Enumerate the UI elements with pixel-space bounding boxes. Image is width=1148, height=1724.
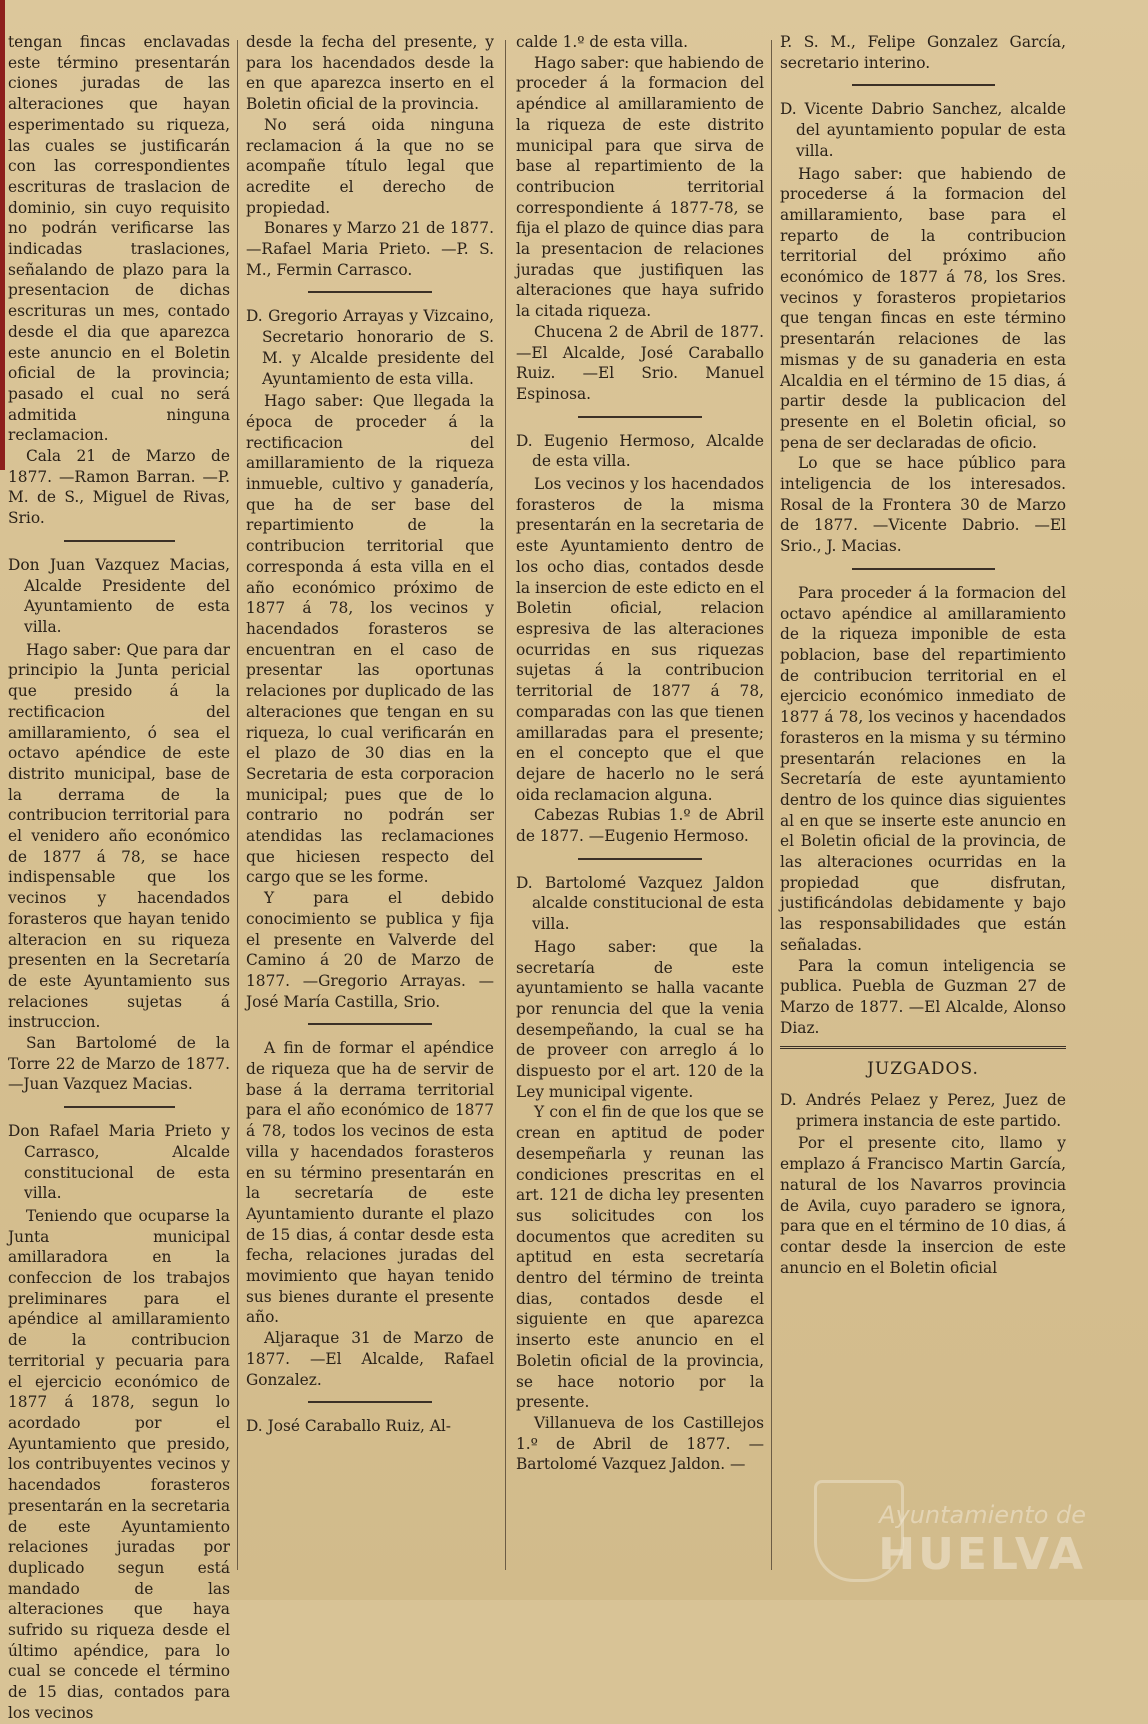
notice-body: calde 1.º de esta villa.: [516, 33, 689, 51]
notice-chucena-start: [246, 1416, 494, 1437]
notice-chucena: [516, 32, 764, 405]
notice-heading: D. José Caraballo Ruiz, Al-: [246, 1417, 451, 1436]
notice-body: Los vecinos y los hacendados forasteros de la misma presentarán en la secretaria de este Ayuntamiento dentro de los ocho dias, contados desde la insercion de este edicto en el Boletin oficial, relacion espresiva de las alteraciones ocurridas en sus riquezas sujetas á la contribucion territorial de 1877 á 78, comparadas con las que tienen amillaradas para el presente; en el concepto que el que dejare de hacerlo no le será oida reclamacion alguna.: [516, 475, 764, 804]
separator-rule: [516, 853, 764, 865]
notice-heading: D. Eugenio Hermoso, Alcalde de esta villa.: [516, 431, 764, 471]
notice-signature: Aljaraque 31 de Marzo de 1877. —El Alcalde, Rafael Gonzalez.: [246, 1329, 494, 1389]
notice-body: Por el presente cito, llamo y emplazo á Francisco Martin García, natural de los Navarros provincia de Avila, cuyo paradero se ignora, para que en el término de 10 dias, á contar desde la insercion de este anuncio en el Boletin oficial: [780, 1134, 1066, 1277]
notice-puebla: [780, 583, 1066, 1038]
notice-body: Hago saber: que la secretaría de este ayuntamiento se halla vacante por renuncia del que la venia desempeñando, la cual se ha de proveer con arreglo á lo dispuesto por el art. 120 de la Ley municipal vigente.: [516, 937, 764, 1101]
notice-body: desde la fecha del presente, y para los hacendados desde la en que aparezca inserto en el Boletin oficial de la provincia.: [246, 33, 494, 114]
notice-signature: Bonares y Marzo 21 de 1877. —Rafael Maria Prieto. —P. S. M., Fermin Carrasco.: [246, 219, 494, 279]
column-4: [780, 32, 1066, 1560]
notice-body: Hago saber: Que llegada la época de proceder á la rectificacion del amillaramiento de la riqueza inmueble, cultivo y ganadería, que ha de ser base del repartimiento de la contribucion territorial que corresponda á esta villa en el año económico próximo de 1877 á 78, los vecinos y hacendados forasteros se encuentran en el caso de presentar las oportunas relaciones por duplicado de las alteraciones que tengan en su riqueza, lo cual verificarán en el plazo de 30 dias en la Secretaria de esta corporacion municipal; pues que de lo contrario no podrán ser atendidas las reclamaciones que hiciesen respecto del cargo que se les forme.: [246, 392, 494, 887]
section-heading-juzgados: JUZGADOS.: [867, 1059, 979, 1080]
notice-heading: Don Juan Vazquez Macias, Alcalde Presidente del Ayuntamiento de esta villa.: [8, 555, 230, 636]
notice-heading: D. Andrés Pelaez y Perez, Juez de primera instancia de este partido.: [780, 1091, 1066, 1130]
notice-signature: Villanueva de los Castillejos 1.º de Abril de 1877. —Bartolomé Vazquez Jaldon. —: [516, 1414, 764, 1474]
notice-body: Hago saber: Que para dar principio la Junta pericial que presido á la rectificacion del amillaramiento, ó sea el octavo apéndice de este distrito municipal, base de la derrama de la contribucion territorial para el venidero año económico de 1877 á 78, se hace indispensable que los vecinos y hacendados forasteros que hayan tenido alteracion en su riqueza presenten en la Secretaría de este Ayuntamiento sus relaciones sujetas á instruccion.: [8, 640, 230, 1032]
notice-body: Teniendo que ocuparse la Junta municipal amillaradora en la confeccion de los trabajos preliminares para el apéndice al amillaramiento de la contribucion territorial y pecuaria para el ejercicio económico de 1877 á 1878, segun lo acordado por el Ayuntamiento que presido, los contribuyentes vecinos y hacendados forasteros presentarán en la secretaria de este Ayuntamiento relaciones juradas por duplicado segun está mandado de las alteraciones que haya sufrido su riqueza desde el último apéndice, para lo cual se concede el término de 15 dias, contados para los vecinos: [8, 1206, 230, 1722]
notice-juzgado: [780, 1090, 1066, 1278]
notice-signature: P. S. M., Felipe Gonzalez García, secretario interino.: [780, 33, 1066, 72]
column-3: [516, 32, 764, 1560]
notice-signature: Y para el debido conocimiento se publica y fija el presente en Valverde del Camino á 20 de Marzo de 1877. —Gregorio Arrayas. —José María Castilla, Srio.: [246, 889, 494, 1011]
separator-rule: [780, 79, 1066, 91]
watermark: [876, 1501, 1086, 1580]
notice-body: Y con el fin de que los que se crean en aptitud de poder desempeñarla y reunan las condiciones prescritas en el art. 121 de dicha ley presenten sus solicitudes con los documentos que acrediten su aptitud en esta secretaría dentro del término de treinta dias, contados desde el siguiente en que aparezca inserto este anuncio en el Boletin oficial de la provincia, se hace notorio por la presente.: [516, 1103, 764, 1412]
notice-cabezas-rubias: [516, 431, 764, 847]
notice-signature: Chucena 2 de Abril de 1877. —El Alcalde, José Caraballo Ruiz. —El Srio. Manuel Espinosa.: [516, 322, 764, 403]
binding-edge: [0, 0, 5, 470]
watermark-line-1: Ayuntamiento de: [879, 1501, 1086, 1529]
notice-heading: D. Vicente Dabrio Sanchez, alcalde del ayuntamiento popular de esta villa.: [780, 100, 1066, 160]
separator-rule: [246, 1396, 494, 1408]
notice-aljaraque: [246, 1038, 494, 1390]
notice-signature: Para la comun inteligencia se publica. Puebla de Guzman 27 de Marzo de 1877. —El Alcalde, Alonso Diaz.: [780, 956, 1066, 1037]
notice-signature: Cabezas Rubias 1.º de Abril de 1877. —Eugenio Hermoso.: [516, 806, 764, 846]
column-1: [8, 32, 230, 1722]
notice-rosal: [780, 99, 1066, 556]
separator-rule: [8, 535, 230, 547]
notice-signature: San Bartolomé de la Torre 22 de Marzo de 1877. —Juan Vazquez Macias.: [8, 1034, 230, 1094]
notice-body: tengan fincas enclavadas este término presentarán ciones juradas de las alteraciones que hayan esperimentado su riqueza, las cuales se justificarán con las correspondientes escrituras de traslacion de dominio, sin cuyo requisito no podrán verificarse las indicadas traslaciones, señalando de plazo para la presentacion de dichas escrituras un mes, contado desde el dia que aparezca este anuncio en el Boletin oficial de la provincia; pasado el cual no será admitida ninguna reclamacion.: [8, 33, 230, 445]
notice-bonares-end: [246, 32, 494, 280]
column-rule: [505, 40, 506, 1570]
notice-cala: [8, 32, 230, 529]
notice-bonares-start: [8, 1121, 230, 1723]
notice-signature: Cala 21 de Marzo de 1877. —Ramon Barran. —P. M. de S., Miguel de Rivas, Srio.: [8, 447, 230, 528]
column-rule: [771, 40, 772, 1570]
notice-body: A fin de formar el apéndice de riqueza que ha de servir de base á la derrama territorial para el año económico de 1877 á 78, todos los vecinos de esta villa y hacendados forasteros en su término presentarán en la secretaría de este Ayuntamiento durante el plazo de 15 dias, á contar desde esta fecha, relaciones juradas del movimiento que hayan tenido sus bienes durante el presente año.: [246, 1039, 494, 1327]
notice-body: Hago saber: que habiendo de proceder á la formacion del apéndice al amillaramiento de la riqueza de este distrito municipal para que sirva de base al repartimiento de la contribucion territorial correspondiente á 1877-78, se fija el plazo de quince dias para la presentacion de relaciones juradas que justifiquen las alteraciones que haya sufrido la citada riqueza.: [516, 53, 764, 321]
notice-signature: Lo que se hace público para inteligencia de los interesados. Rosal de la Frontera 30 de Marzo de 1877. —Vicente Dabrio. —El Srio., J. Macias.: [780, 454, 1066, 556]
separator-rule: [8, 1101, 230, 1113]
separator-rule: [780, 563, 1066, 575]
notice-body: Para proceder á la formacion del octavo apéndice al amillaramiento de la riqueza imponible de esta poblacion, base del repartimiento de contribucion territorial en el ejercicio económico inmediato de 1877 á 78, los vecinos y hacendados forasteros en la misma y su término presentarán relaciones en la Secretaría de este ayuntamiento dentro de los quince dias siguientes al en que se inserte este anuncio en el Boletin oficial de la provincia, de las alteraciones ocurridas en la propiedad que disfrutan, justificándolas debidamente y bajo las responsabilidades que están señaladas.: [780, 583, 1066, 954]
notice-heading: Don Rafael Maria Prieto y Carrasco, Alcalde constitucional de esta villa.: [8, 1122, 230, 1203]
notice-san-bartolome: [8, 555, 230, 1095]
notice-heading: D. Gregorio Arrayas y Vizcaino, Secretario honorario de S. M. y Alcalde presidente del Ayuntamiento de esta villa.: [246, 307, 494, 388]
notice-villanueva-end: [780, 32, 1066, 73]
separator-rule: [516, 411, 764, 423]
watermark-line-2: HUELVA: [878, 1529, 1086, 1580]
separator-rule: [246, 286, 494, 298]
notice-heading: D. Bartolomé Vazquez Jaldon alcalde constitucional de esta villa.: [516, 873, 764, 934]
notice-body: No será oida ninguna reclamacion á la que no se acompañe título legal que acredite el derecho de propiedad.: [246, 115, 494, 217]
column-2: [246, 32, 494, 1560]
notice-body: Hago saber: que habiendo de procederse á la formacion del amillaramiento, base para el reparto de la contribucion territorial del próximo año económico de 1877 á 78, los Sres. vecinos y forasteros propietarios que tengan fincas en este término presentarán relaciones de las mismas y de su ganaderia en esta Alcaldia en el término de 15 dias, á partir desde la publicacion del presente en el Boletin oficial, so pena de ser declaradas de oficio.: [780, 164, 1066, 452]
column-rule: [237, 40, 238, 1570]
separator-rule: [246, 1018, 494, 1030]
notice-valverde: [246, 306, 494, 1012]
section-divider: [780, 1046, 1066, 1049]
notice-villanueva: [516, 873, 764, 1475]
